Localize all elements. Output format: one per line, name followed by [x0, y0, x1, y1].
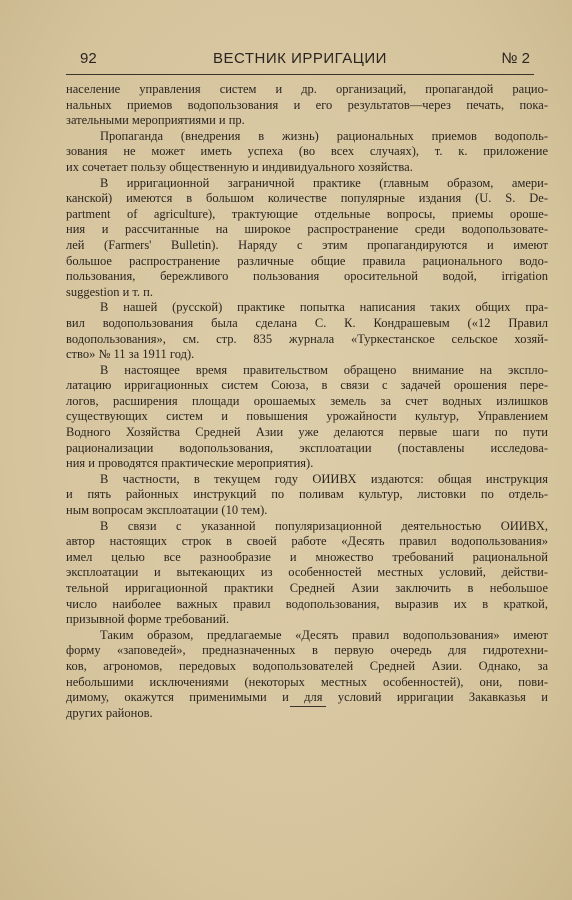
end-divider — [290, 706, 326, 707]
text-line: лей (Farmers' Bulletin). Наряду с этим пропагандируются и имеют — [66, 237, 548, 252]
text-line: тельной ирригационной практики Средней Азии заключить в небольшое — [66, 581, 548, 595]
text-line: небольшими исключениями (некоторых местных особенностей), они, пови- — [66, 674, 548, 689]
journal-title: ВЕСТНИК ИРРИГАЦИИ — [213, 50, 387, 67]
text-line: зования не может иметь успеха (во всех случаях), т. к. приложение — [66, 144, 548, 159]
text-line: нальных приемов водопользования и его результатов—через печать, пока- — [66, 97, 548, 112]
text-line: зательными мероприятиями и пр. — [66, 113, 245, 128]
text-line: Таким образом, предлагаемые «Десять правил водопользования» имеют — [100, 627, 548, 642]
page-header — [66, 48, 534, 75]
issue-number: № 2 — [501, 50, 530, 67]
text-line: В частности, в текущем году ОИИВХ издаются: общая инструкция — [100, 471, 548, 486]
text-line: автор настоящих строк в своей работе «Десять правил водопользования» — [66, 534, 548, 549]
text-line: имел целью все разнообразие и множество требований рациональной — [66, 549, 548, 564]
article-body — [66, 82, 548, 721]
text-line: suggestion и т. п. — [66, 284, 153, 299]
text-line: димому, окажутся применимыми и для условий ирригации Закавказья и — [66, 690, 548, 705]
text-line: существующих систем и повышения урожайности культур, Управлением — [66, 409, 548, 424]
text-line: форму «заповедей», предназначенных в первую очередь для гидротехни- — [66, 643, 548, 658]
text-line: рационализации водопользования, эксплоатации (поставлены исследова- — [66, 440, 548, 455]
text-line: латацию ирригационных систем Союза, в связи с задачей орошения пере- — [66, 378, 548, 393]
text-line: ков, агрономов, передовых водопользователей Средней Азии. Однако, за — [66, 658, 548, 673]
text-line: население управления систем и др. организаций, пропагандой рацио- — [66, 82, 548, 96]
text-line: В ирригационной заграничной практике (главным образом, амери- — [100, 175, 548, 190]
text-line: водопользования», см. стр. 835 журнала «Туркестанское сельское хозяй- — [66, 331, 548, 346]
text-line: большое распространение различные общие правила рационального водо- — [66, 253, 548, 268]
text-line: partment of agriculture), трактующие отдельные вопросы, приемы ороше- — [66, 206, 548, 221]
text-line: ство» № 11 за 1911 год). — [66, 347, 195, 362]
text-line: Водного Хозяйства Средней Азии уже делаются первые шаги по пути — [66, 425, 548, 440]
text-line: эксплоатации и вытекающих из особенностей местных условий, действи- — [66, 565, 548, 580]
text-line: В настоящее время правительством обращено внимание на экспло- — [100, 362, 548, 377]
text-line: призывной форме требований. — [66, 612, 230, 627]
text-line: Пропаганда (внедрения в жизнь) рациональных приемов водополь- — [100, 128, 548, 143]
text-line: ным вопросам эксплоатации (10 тем). — [66, 503, 268, 518]
text-line: В нашей (русской) практике попытка написания таких общих пра- — [100, 300, 548, 315]
text-line: вил водопользования была сделана С. К. Кондрашевым («12 Правил — [66, 315, 548, 330]
text-line: логов, расширения площади орошаемых земель за счет водных излишков — [66, 393, 548, 408]
page-number: 92 — [80, 50, 97, 67]
text-line: ния и рассчитанные на широкое распространение среди водопользовате- — [66, 222, 548, 237]
text-line: и пять районных инструкций по поливам культур, листовки по отдель- — [66, 487, 548, 502]
text-line: других районов. — [66, 705, 153, 720]
text-line: ния и проводятся практические мероприятия). — [66, 456, 314, 471]
text-line: число наиболее важных правил водопользования, выразив их в краткой, — [66, 596, 548, 611]
text-line: пользования, бережливого пользования оросительной водой, irrigation — [66, 269, 548, 284]
text-line: их сочетает пользу общественную и индивидуального хозяйства. — [66, 159, 413, 174]
text-line: В связи с указанной популяризационной деятельностью ОИИВХ, — [100, 518, 548, 533]
text-line: канской) имеются в большом количестве популярные издания (U. S. De- — [66, 191, 548, 206]
